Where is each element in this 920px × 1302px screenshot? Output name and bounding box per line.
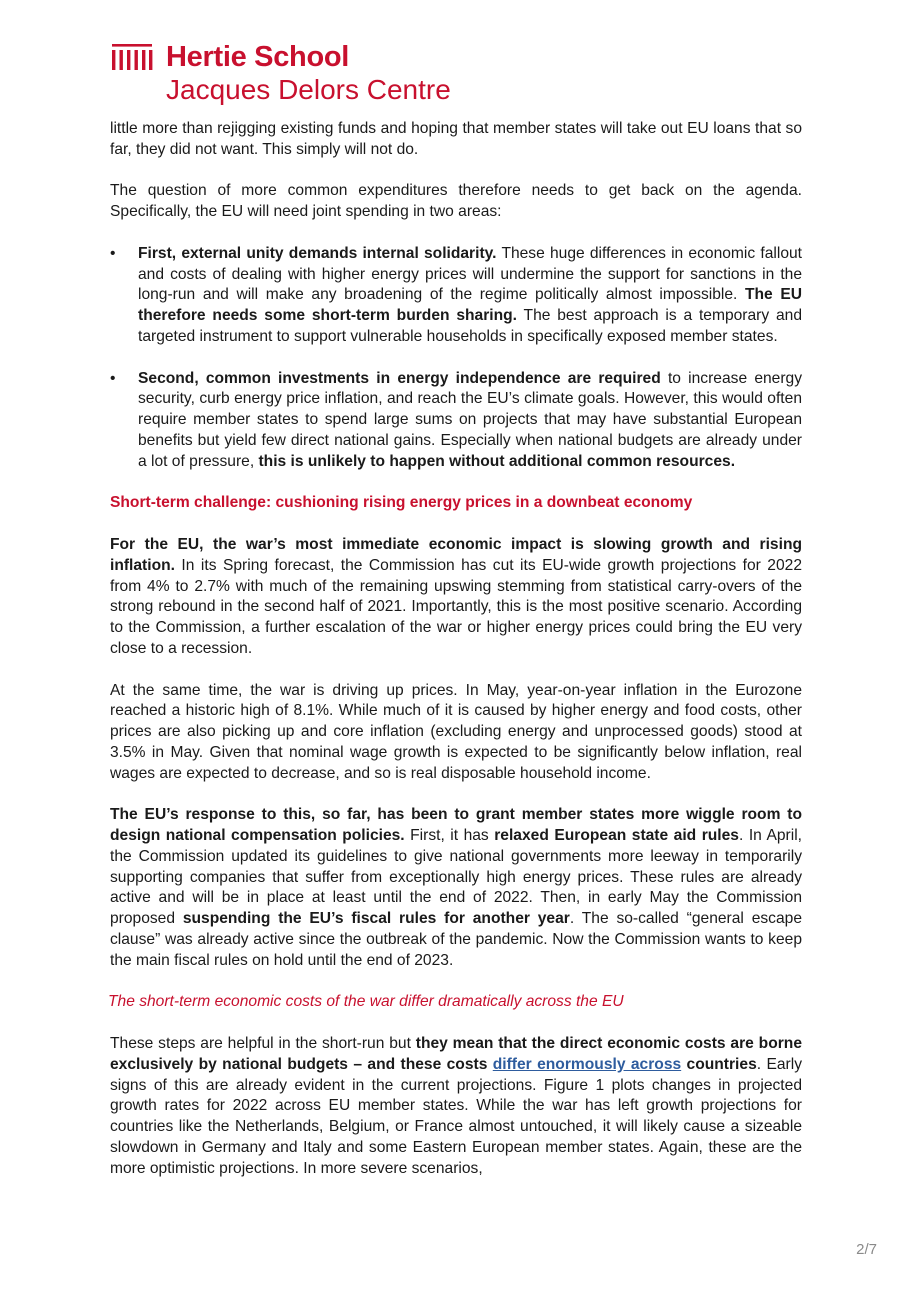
bullet-2-lead: Second, common investments in energy independence are required: [138, 369, 661, 387]
paragraph-5-text: First, it has: [404, 827, 495, 845]
bullet-dot: •: [110, 244, 116, 262]
bullet-item-1: [110, 244, 802, 348]
paragraph-3-text: In its Spring forecast, the Commission has cut its EU-wide growth projections for 2022 from 4% to 2.7% with much of the remaining upswing stemming from statistical carry-overs of the strong rebound in the second half of 2021. Importantly, this is the most positive scenario. According to the Commission, a further escalation of the war or higher energy prices could bring the EU very close to a recession.: [110, 556, 802, 657]
paragraph-5-text-3: . The so-called “general escape clause” was already active since the outbreak of the pandemic. Now the Commission wants to keep the main fiscal rules on hold until the end of 2023.: [110, 910, 803, 969]
paragraph-6-text-end: . Early signs of this are already evident in the current projections. Figure 1 plots changes in projected growth rates for 2022 across EU member states. While the war has left growth projections for countries like the Netherlands, Belgium, or France almost untouched, it will likely cause a sizeable slowdown in Germany and Italy and some Eastern European member states. Again, these are the more optimistic projections. In more severe scenarios,: [110, 1055, 802, 1177]
paragraph-6-text: These steps are helpful in the short-run but: [110, 1035, 416, 1053]
fiscal-rules-emphasis: suspending the EU’s fiscal rules for another year: [182, 910, 570, 928]
document-body: [110, 119, 802, 1200]
differ-enormously-link[interactable]: differ enormously across: [492, 1055, 682, 1073]
paragraph-4: At the same time, the war is driving up prices. In May, year-on-year inflation in the Eurozone reached a historic high of 8.1%. While much of it is caused by higher energy and food costs, other prices are also picking up and core inflation (excluding energy and unprocessed goods) stood at 3.5% in May. Given that nominal wage growth is expected to be significantly below inflation, real wages are expected to decrease, and so is real disposable household income.: [110, 681, 802, 782]
bullet-1-text-end: The best approach is a temporary and targeted instrument to support vulnerable households in specifically exposed member states.: [138, 307, 803, 345]
bullet-2-emphasis: this is unlikely to happen without additional common resources.: [258, 452, 736, 470]
hertie-columns-logo-icon: [110, 44, 154, 72]
logo-name: Hertie School: [166, 41, 350, 73]
bullet-1-emphasis: The EU therefore needs some short-term burden sharing.: [138, 286, 802, 325]
bullet-1-lead: First, external unity demands internal solidarity.: [138, 244, 497, 262]
paragraph-6: [110, 1034, 802, 1180]
paragraph-6-emphasis: they mean that the direct economic costs are borne exclusively by national budgets – and these costs: [110, 1035, 802, 1073]
state-aid-emphasis: relaxed European state aid rules: [494, 827, 739, 845]
bullet-list: [110, 244, 802, 473]
section-heading: Short-term challenge: cushioning rising energy prices in a downbeat economy: [110, 494, 693, 512]
paragraph-5-lead: The EU’s response to this, so far, has been to grant member states more wiggle room to design national compensation policies.: [110, 806, 802, 845]
subsection-heading: The short-term economic costs of the war differ dramatically across the EU: [108, 993, 624, 1011]
bullet-item-2: [110, 369, 802, 473]
page-number: 2/7: [856, 1241, 877, 1258]
logo-subtitle: Jacques Delors Centre: [166, 74, 451, 105]
paragraph-2: The question of more common expenditures therefore needs to get back on the agenda. Specifically, the EU will need joint spending in two areas:: [110, 182, 802, 221]
paragraph-5-text-2: . In April, the Commission updated its guidelines to give national governments more leeway in temporarily supporting companies that suffer from exceptionally high energy prices. These rules are already active and will be in place at least until the end of 2022. Then, in early May the Commission proposed: [110, 827, 802, 928]
bullet-dot: •: [110, 369, 116, 387]
paragraph-3-lead: For the EU, the war’s most immediate economic impact is slowing growth and rising inflation.: [110, 535, 802, 574]
paragraph-3: [110, 535, 802, 660]
paragraph-5: [110, 805, 802, 971]
bullet-1-text: These huge differences in economic fallout and costs of dealing with higher energy prices will undermine the support for sanctions in the long-run and will make any broadening of the regime politically almost impossible.: [138, 244, 802, 304]
paragraph-1: little more than rejigging existing funds and hoping that member states will take out EU loans that so far, they did not want. This simply will not do.: [110, 120, 802, 158]
paragraph-6-emphasis-end: countries: [681, 1055, 757, 1073]
bullet-2-text: to increase energy security, curb energy price inflation, and reach the EU’s climate goals. However, this would often require member states to spend large sums on projects that may have substantial European benefits but yield few direct national gains. Especially when national budgets are already under a lot of pressure,: [138, 369, 803, 470]
